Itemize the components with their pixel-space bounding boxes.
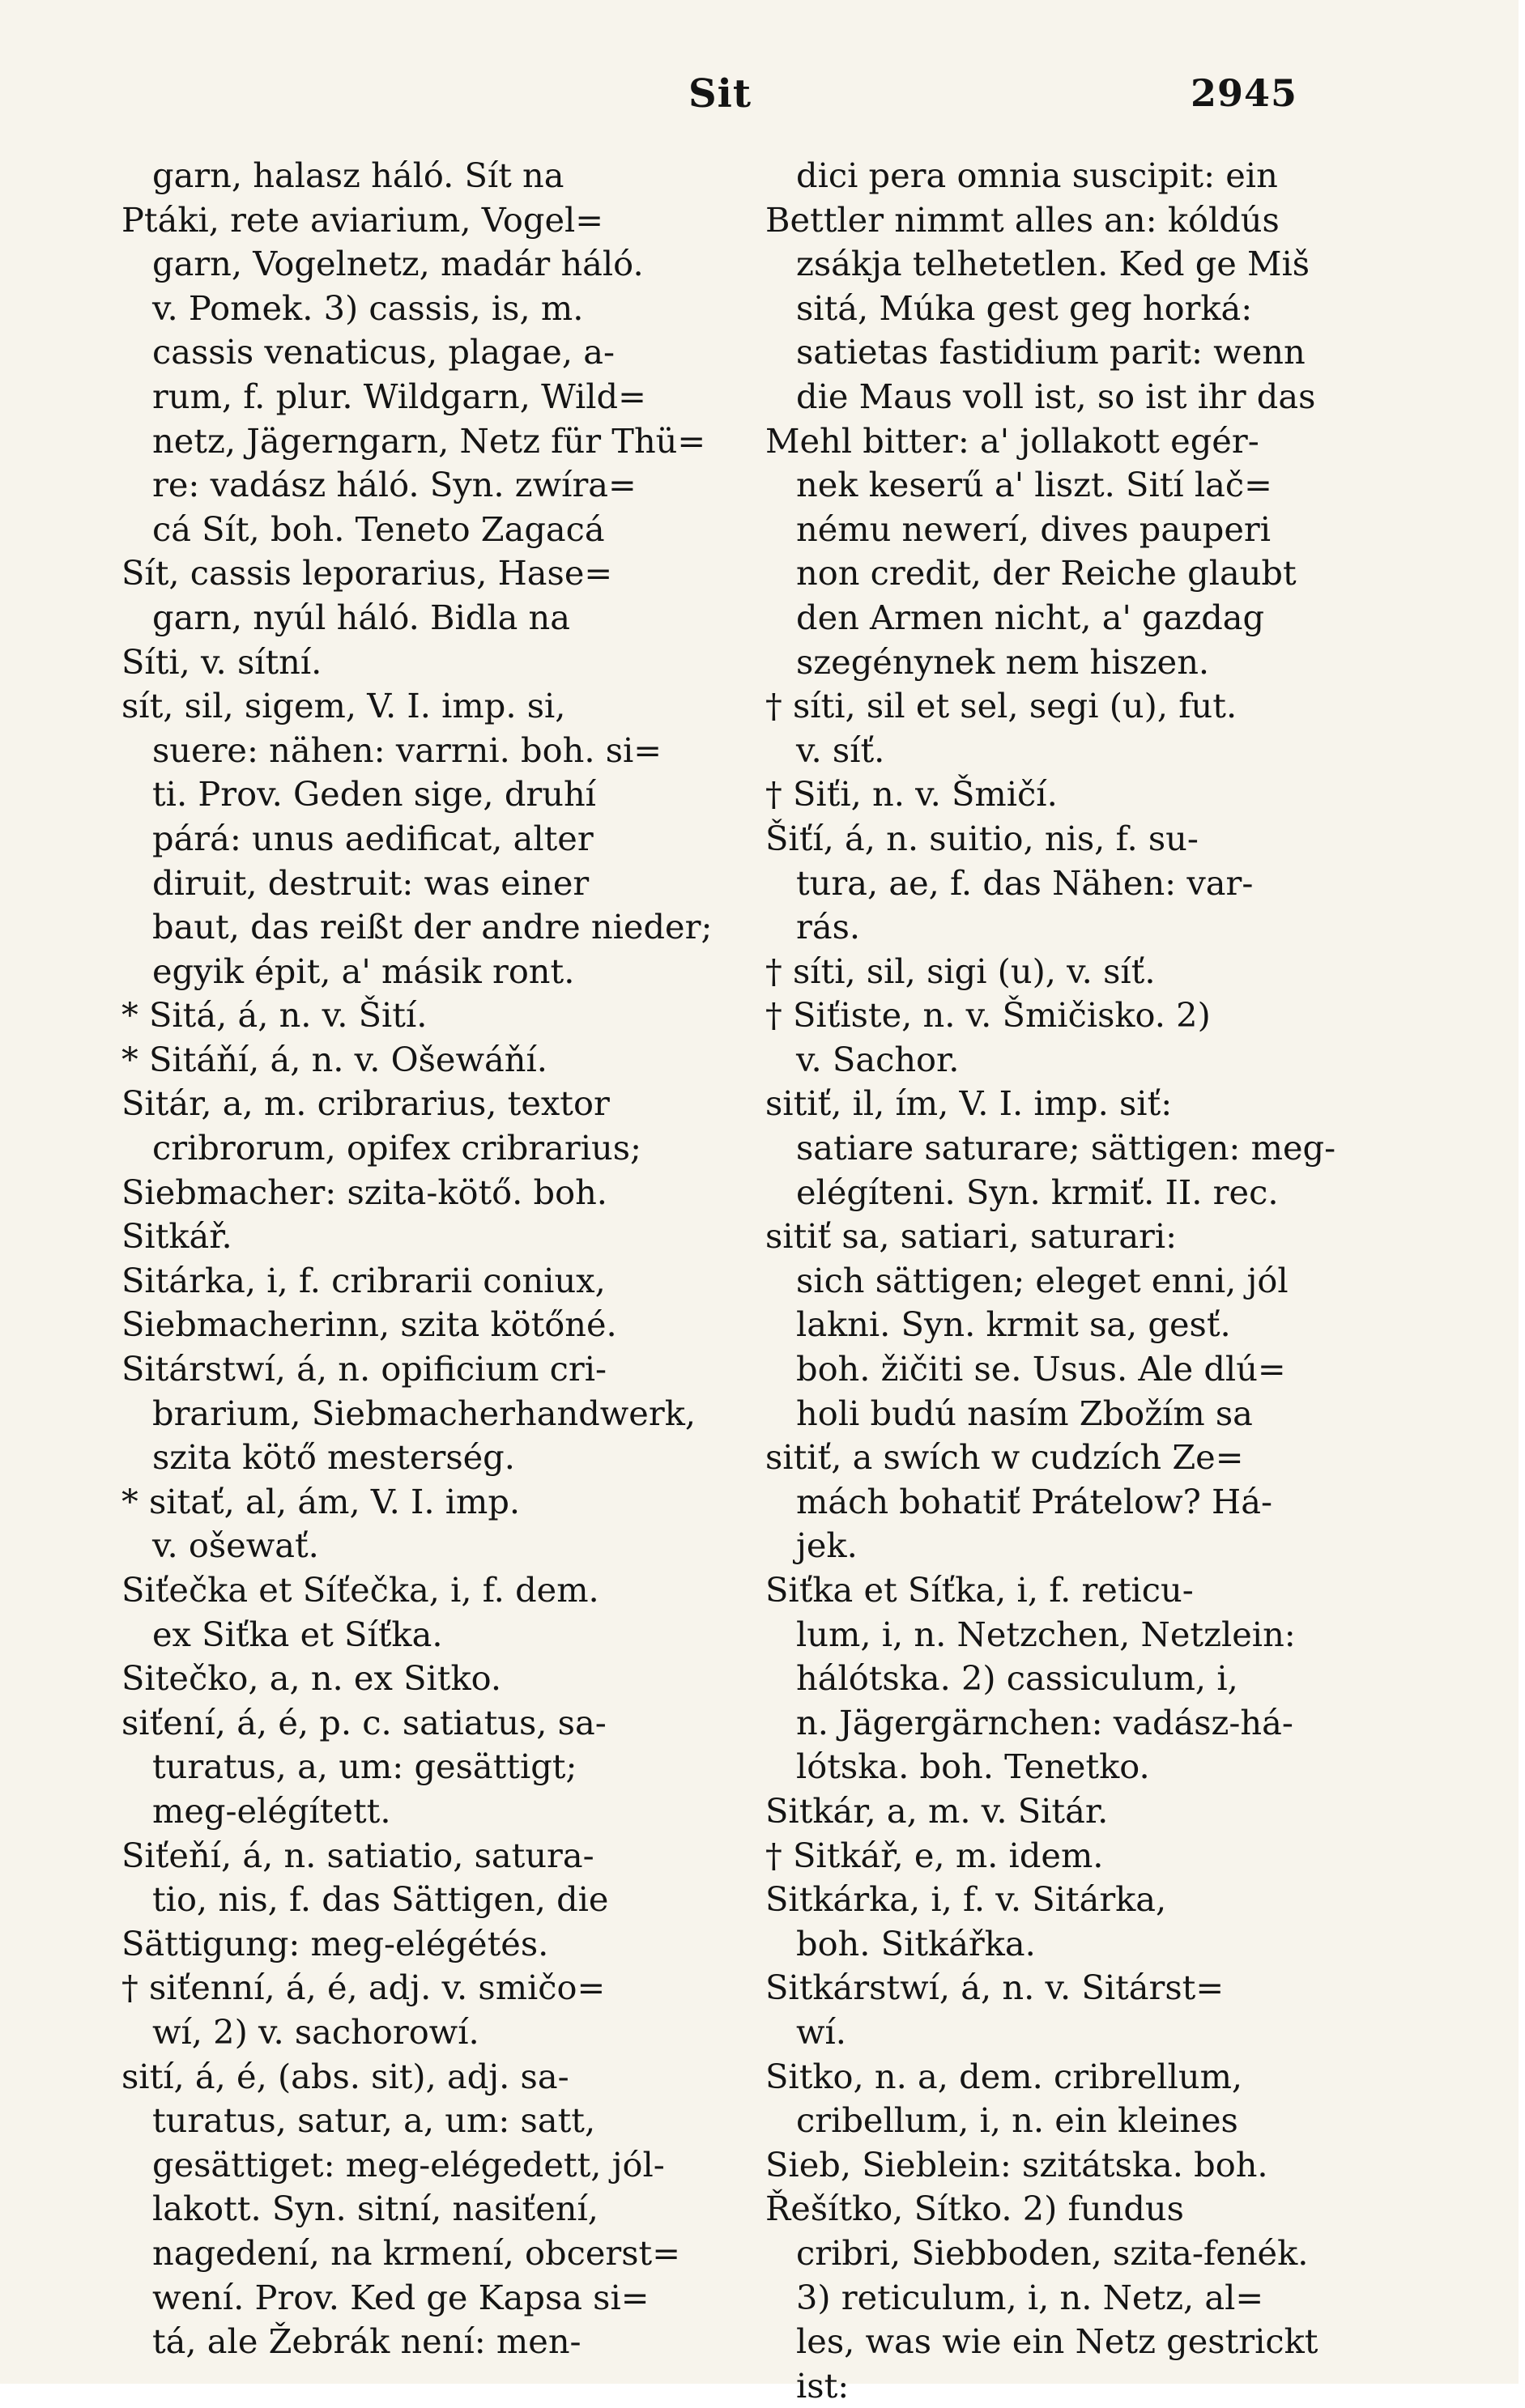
dictionary-line: Sitárstwí, á, n. opificium cri- bbox=[121, 1349, 607, 1389]
dictionary-line: egyik épit, a' másik ront. bbox=[152, 951, 575, 991]
dictionary-line: rás. bbox=[796, 907, 861, 947]
dictionary-line: turatus, satur, a, um: satt, bbox=[152, 2100, 596, 2141]
dictionary-line: baut, das reißt der andre nieder; bbox=[152, 907, 713, 947]
dictionary-line: Sitár, a, m. cribrarius, textor bbox=[121, 1083, 610, 1124]
dictionary-line: wí, 2) v. sachorowí. bbox=[152, 2011, 479, 2052]
dictionary-line: szegénynek nem hiszen. bbox=[796, 641, 1210, 682]
dictionary-line: Sieb, Sieblein: szitátska. boh. bbox=[765, 2144, 1268, 2185]
dictionary-line: szita kötő mesterség. bbox=[152, 1437, 515, 1478]
dictionary-line: re: vadász háló. Syn. zwíra= bbox=[152, 465, 637, 505]
dictionary-line: ex Siťka et Síťka. bbox=[152, 1614, 443, 1654]
dictionary-line: sitiť, a swích w cudzích Ze= bbox=[765, 1437, 1244, 1478]
dictionary-line: Sitkárstwí, á, n. v. Sitárst= bbox=[765, 1968, 1225, 2008]
dictionary-line: lakott. Syn. sitní, nasiťení, bbox=[152, 2189, 598, 2229]
dictionary-line: Sitkárka, i, f. v. Sitárka, bbox=[765, 1879, 1167, 1920]
dictionary-line: Sitkár, a, m. v. Sitár. bbox=[765, 1790, 1109, 1831]
dictionary-line: Řešítko, Sítko. 2) fundus bbox=[765, 2189, 1184, 2229]
dictionary-line: † Siťiste, n. v. Šmičisko. 2) bbox=[765, 995, 1211, 1036]
dictionary-line: † Siťi, n. v. Šmičí. bbox=[765, 774, 1058, 815]
dictionary-line: 3) reticulum, i, n. Netz, al= bbox=[796, 2277, 1264, 2317]
dictionary-line: lum, i, n. Netzchen, Netzlein: bbox=[796, 1614, 1296, 1654]
dictionary-line: ist: bbox=[796, 2365, 850, 2406]
dictionary-line: garn, nyúl háló. Bidla na bbox=[152, 597, 571, 637]
running-head bbox=[0, 63, 1525, 128]
dictionary-line: Siťečka et Síťečka, i, f. dem. bbox=[121, 1570, 599, 1610]
dictionary-line: Mehl bitter: a' jollakott egér- bbox=[765, 420, 1259, 461]
dictionary-line: die Maus voll ist, so ist ihr das bbox=[796, 376, 1316, 416]
dictionary-line: Sitko, n. a, dem. cribrellum, bbox=[765, 2056, 1243, 2096]
dictionary-line: nagedení, na krmení, obcerst= bbox=[152, 2232, 680, 2273]
dictionary-line: tá, ale Žebrák není: men- bbox=[152, 2321, 581, 2362]
dictionary-line: meg-elégített. bbox=[152, 1790, 391, 1831]
dictionary-line: tio, nis, f. das Sättigen, die bbox=[152, 1879, 609, 1920]
dictionary-line: † Sitkář, e, m. idem. bbox=[765, 1835, 1104, 1875]
dictionary-line: les, was wie ein Netz gestrickt bbox=[796, 2321, 1318, 2362]
dictionary-line: cassis venaticus, plagae, a- bbox=[152, 332, 616, 372]
dictionary-line: Sättigung: meg-elégétés. bbox=[121, 1923, 549, 1963]
dictionary-line: hálótska. 2) cassiculum, i, bbox=[796, 1658, 1238, 1699]
right-column bbox=[765, 154, 1336, 2408]
dictionary-line: netz, Jägerngarn, Netz für Thü= bbox=[152, 420, 706, 461]
dictionary-line: Šiťí, á, n. suitio, nis, f. su- bbox=[765, 818, 1199, 858]
dictionary-line: v. Sachor. bbox=[796, 1039, 960, 1079]
dictionary-line: sitiť, il, ím, V. I. imp. siť: bbox=[765, 1083, 1173, 1124]
dictionary-line: mách bohatiť Prátelow? Há- bbox=[796, 1481, 1273, 1521]
dictionary-line: boh. žičiti se. Usus. Ale dlú= bbox=[796, 1349, 1286, 1389]
dictionary-line: rum, f. plur. Wildgarn, Wild= bbox=[152, 376, 646, 416]
dictionary-line: diruit, destruit: was einer bbox=[152, 862, 590, 903]
page-edge bbox=[1519, 0, 1525, 2384]
dictionary-line: Sít, cassis leporarius, Hase= bbox=[121, 553, 613, 593]
dictionary-line: * Sitáňí, á, n. v. Ošewáňí. bbox=[121, 1039, 547, 1079]
dictionary-line: tura, ae, f. das Nähen: var- bbox=[796, 862, 1254, 903]
dictionary-line: † siťenní, á, é, adj. v. smičo= bbox=[121, 1968, 606, 2008]
dictionary-line: elégíteni. Syn. krmiť. II. rec. bbox=[796, 1172, 1279, 1212]
dictionary-line: ti. Prov. Geden sige, druhí bbox=[152, 774, 596, 815]
dictionary-line: Siťka et Síťka, i, f. reticu- bbox=[765, 1570, 1194, 1610]
dictionary-line: Síti, v. sítní. bbox=[121, 641, 322, 682]
dictionary-line: * Sitá, á, n. v. Šití. bbox=[121, 995, 428, 1036]
dictionary-line: sich sättigen; eleget enni, jól bbox=[796, 1260, 1289, 1300]
left-column bbox=[121, 154, 713, 2364]
dictionary-line: lakni. Syn. krmit sa, gesť. bbox=[796, 1304, 1231, 1345]
dictionary-line: cribellum, i, n. ein kleines bbox=[796, 2100, 1238, 2141]
dictionary-line: wení. Prov. Ked ge Kapsa si= bbox=[152, 2277, 650, 2317]
dictionary-line: sití, á, é, (abs. sit), adj. sa- bbox=[121, 2056, 569, 2096]
dictionary-line: den Armen nicht, a' gazdag bbox=[796, 597, 1265, 637]
dictionary-line: holi budú nasím Zbožím sa bbox=[796, 1393, 1253, 1433]
dictionary-line: † síti, sil, sigi (u), v. síť. bbox=[765, 951, 1156, 991]
dictionary-line: suere: nähen: varrni. boh. si= bbox=[152, 730, 662, 770]
dictionary-line: v. ošewať. bbox=[152, 1525, 319, 1566]
dictionary-line: * sitať, al, ám, V. I. imp. bbox=[121, 1481, 521, 1521]
dictionary-line: garn, Vogelnetz, madár háló. bbox=[152, 244, 644, 284]
dictionary-line: satietas fastidium parit: wenn bbox=[796, 332, 1306, 372]
dictionary-line: Sitkář. bbox=[121, 1216, 232, 1257]
dictionary-line: garn, halasz háló. Sít na bbox=[152, 155, 564, 195]
dictionary-line: Siťeňí, á, n. satiatio, satura- bbox=[121, 1835, 594, 1875]
dictionary-line: Ptáki, rete aviarium, Vogel= bbox=[121, 199, 604, 240]
dictionary-line: boh. Sitkářka. bbox=[796, 1923, 1036, 1963]
dictionary-line: Siebmacherinn, szita kötőné. bbox=[121, 1304, 617, 1345]
dictionary-line: n. Jägergärnchen: vadász-há- bbox=[796, 1702, 1293, 1742]
dictionary-line: sitiť sa, satiari, saturari: bbox=[765, 1216, 1178, 1257]
dictionary-line: v. síť. bbox=[796, 730, 885, 770]
dictionary-line: lótska. boh. Tenetko. bbox=[796, 1746, 1150, 1787]
dictionary-line: † síti, sil et sel, segi (u), fut. bbox=[765, 686, 1237, 726]
dictionary-line: brarium, Siebmacherhandwerk, bbox=[152, 1393, 696, 1433]
dictionary-line: nému newerí, dives pauperi bbox=[796, 508, 1272, 549]
dictionary-line: gesättiget: meg-elégedett, jól- bbox=[152, 2144, 665, 2185]
dictionary-line: párá: unus aedificat, alter bbox=[152, 818, 594, 858]
dictionary-line: sít, sil, sigem, V. I. imp. si, bbox=[121, 686, 566, 726]
dictionary-line: non credit, der Reiche glaubt bbox=[796, 553, 1297, 593]
dictionary-line: Sitárka, i, f. cribrarii coniux, bbox=[121, 1260, 606, 1300]
dictionary-line: siťení, á, é, p. c. satiatus, sa- bbox=[121, 1702, 607, 1742]
dictionary-line: turatus, a, um: gesättigt; bbox=[152, 1746, 577, 1787]
dictionary-line: cribri, Siebboden, szita-fenék. bbox=[796, 2232, 1309, 2273]
dictionary-line: cá Sít, boh. Teneto Zagacá bbox=[152, 508, 605, 549]
dictionary-line: cribrorum, opifex cribrarius; bbox=[152, 1128, 641, 1168]
dictionary-line: Bettler nimmt alles an: kóldús bbox=[765, 199, 1280, 240]
dictionary-line: jek. bbox=[796, 1525, 858, 1566]
dictionary-line: wí. bbox=[796, 2011, 846, 2052]
dictionary-line: zsákja telhetetlen. Ked ge Miš bbox=[796, 244, 1310, 284]
dictionary-line: satiare saturare; sättigen: meg- bbox=[796, 1128, 1336, 1168]
dictionary-line: Sitečko, a, n. ex Sitko. bbox=[121, 1658, 502, 1699]
dictionary-line: sitá, Múka gest geg horká: bbox=[796, 287, 1253, 328]
dictionary-line: Siebmacher: szita-kötő. boh. bbox=[121, 1172, 607, 1212]
page-number: 2945 bbox=[1191, 71, 1298, 115]
head-word: Sit bbox=[688, 71, 752, 117]
dictionary-line: v. Pomek. 3) cassis, is, m. bbox=[152, 287, 584, 328]
dictionary-line: dici pera omnia suscipit: ein bbox=[796, 155, 1278, 195]
dictionary-line: nek keserű a' liszt. Sití lač= bbox=[796, 465, 1272, 505]
